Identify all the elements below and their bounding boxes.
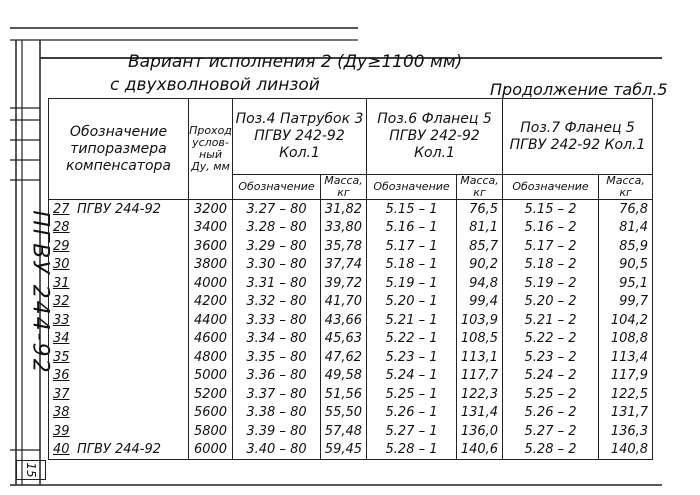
data-table (48, 98, 653, 460)
header-pos4-mass: Масса, кг (321, 175, 367, 200)
row-number: 32 (53, 294, 70, 310)
row-pos6-designation: 5.19 – 1 (367, 274, 457, 293)
title-line-2: с двухволновой линзой (110, 75, 320, 95)
row-pos4-designation: 3.29 – 80 (233, 237, 321, 256)
header-pos7-mass: Масса, кг (599, 175, 653, 200)
row-diameter: 5000 (189, 367, 233, 386)
row-pos6-mass: 113,1 (457, 348, 503, 367)
row-pos7-designation: 5.20 – 2 (503, 293, 599, 312)
row-pos4-designation: 3.40 – 80 (233, 441, 321, 460)
row-number: 29 (53, 238, 70, 254)
row-pos6-mass: 140,6 (457, 441, 503, 460)
row-diameter: 4800 (189, 348, 233, 367)
row-pos6-designation: 5.23 – 1 (367, 348, 457, 367)
row-pos4-mass: 35,78 (321, 237, 367, 256)
row-pos4-mass: 51,56 (321, 385, 367, 404)
row-pos6-designation: 5.15 – 1 (367, 200, 457, 219)
row-diameter: 3200 (189, 200, 233, 219)
row-pos7-designation: 5.22 – 2 (503, 330, 599, 349)
row-diameter: 5600 (189, 404, 233, 423)
row-pos4-designation: 3.28 – 80 (233, 219, 321, 238)
table-row (49, 237, 653, 256)
row-pos7-mass: 99,7 (599, 293, 653, 312)
continuation-label: Продолжение табл.5 (490, 80, 668, 99)
table-row (49, 274, 653, 293)
row-number: 33 (53, 312, 70, 328)
row-number: 40 (53, 442, 70, 458)
row-pos7-mass: 90,5 (599, 256, 653, 275)
row-number: 28 (53, 220, 70, 236)
row-pos7-mass: 108,8 (599, 330, 653, 349)
header-diameter: Проход услов-ный Ду, мм (189, 99, 233, 200)
row-pos7-designation: 5.26 – 2 (503, 404, 599, 423)
row-pos4-mass: 49,58 (321, 367, 367, 386)
row-designation (49, 348, 189, 367)
row-pos4-designation: 3.31 – 80 (233, 274, 321, 293)
row-pos6-mass: 136,0 (457, 422, 503, 441)
row-pos6-mass: 103,9 (457, 311, 503, 330)
row-pos7-designation: 5.17 – 2 (503, 237, 599, 256)
row-pos4-mass: 45,63 (321, 330, 367, 349)
row-pos7-mass: 131,7 (599, 404, 653, 423)
row-pos6-mass: 131,4 (457, 404, 503, 423)
row-diameter: 3600 (189, 237, 233, 256)
row-pos7-mass: 85,9 (599, 237, 653, 256)
row-pos4-designation: 3.36 – 80 (233, 367, 321, 386)
row-designation (49, 274, 189, 293)
row-pos7-designation: 5.27 – 2 (503, 422, 599, 441)
row-designation (49, 256, 189, 275)
row-designation (49, 422, 189, 441)
row-diameter: 3400 (189, 219, 233, 238)
row-pos6-designation: 5.17 – 1 (367, 237, 457, 256)
row-pos7-mass: 122,5 (599, 385, 653, 404)
row-pos4-mass: 41,70 (321, 293, 367, 312)
row-diameter: 5200 (189, 385, 233, 404)
row-pos4-designation: 3.32 – 80 (233, 293, 321, 312)
row-pos4-mass: 31,82 (321, 200, 367, 219)
table-row (49, 422, 653, 441)
row-designation (49, 330, 189, 349)
table-row (49, 367, 653, 386)
header-designation: Обозначение типоразмера компенсатора (49, 99, 189, 200)
row-pos7-designation: 5.21 – 2 (503, 311, 599, 330)
row-number: 38 (53, 405, 70, 421)
row-pos7-mass: 95,1 (599, 274, 653, 293)
row-pos6-mass: 99,4 (457, 293, 503, 312)
row-pos7-designation: 5.18 – 2 (503, 256, 599, 275)
row-designation (49, 311, 189, 330)
table-row (49, 404, 653, 423)
row-pos7-mass: 136,3 (599, 422, 653, 441)
row-number: 34 (53, 331, 70, 347)
row-pos4-mass: 59,45 (321, 441, 367, 460)
row-pos4-designation: 3.34 – 80 (233, 330, 321, 349)
row-pos7-designation: 5.19 – 2 (503, 274, 599, 293)
row-pos6-designation: 5.27 – 1 (367, 422, 457, 441)
row-number: 31 (53, 275, 70, 291)
row-designation (49, 367, 189, 386)
row-pos4-designation: 3.33 – 80 (233, 311, 321, 330)
row-designation (49, 385, 189, 404)
table-row (49, 219, 653, 238)
table-row (49, 293, 653, 312)
row-pos4-mass: 43,66 (321, 311, 367, 330)
row-pos6-mass: 90,2 (457, 256, 503, 275)
row-pos4-designation: 3.38 – 80 (233, 404, 321, 423)
row-pos7-mass: 104,2 (599, 311, 653, 330)
title-line-1: Вариант исполнения 2 (Ду≥1100 мм) (128, 52, 463, 72)
row-diameter: 3800 (189, 256, 233, 275)
table-row (49, 256, 653, 275)
row-designation (49, 404, 189, 423)
row-diameter: 6000 (189, 441, 233, 460)
row-number: 30 (53, 257, 70, 273)
row-pos4-mass: 37,74 (321, 256, 367, 275)
row-pos4-mass: 55,50 (321, 404, 367, 423)
table-row (49, 330, 653, 349)
row-designation (49, 293, 189, 312)
row-number: 37 (53, 386, 70, 402)
row-pos4-mass: 57,48 (321, 422, 367, 441)
row-pos6-designation: 5.24 – 1 (367, 367, 457, 386)
header-pos7-designation: Обозначение (503, 175, 599, 200)
row-number: 39 (53, 423, 70, 439)
row-pos7-designation: 5.16 – 2 (503, 219, 599, 238)
header-pos7: Поз.7 Фланец 5 ПГВУ 242-92 Кол.1 (503, 99, 653, 175)
row-diameter: 4600 (189, 330, 233, 349)
row-pos7-mass: 76,8 (599, 200, 653, 219)
row-pos7-designation: 5.15 – 2 (503, 200, 599, 219)
row-pos7-designation: 5.28 – 2 (503, 441, 599, 460)
row-pos7-designation: 5.25 – 2 (503, 385, 599, 404)
row-diameter: 5800 (189, 422, 233, 441)
row-name: ПГВУ 244-92 (77, 442, 162, 458)
table-row (49, 311, 653, 330)
sheet-number: 15 (16, 460, 46, 480)
header-pos6-designation: Обозначение (367, 175, 457, 200)
row-pos7-designation: 5.23 – 2 (503, 348, 599, 367)
row-designation (49, 441, 189, 460)
row-pos4-designation: 3.35 – 80 (233, 348, 321, 367)
row-diameter: 4400 (189, 311, 233, 330)
row-pos6-designation: 5.16 – 1 (367, 219, 457, 238)
header-pos6: Поз.6 Фланец 5 ПГВУ 242-92 Кол.1 (367, 99, 503, 175)
row-diameter: 4000 (189, 274, 233, 293)
table-row (49, 200, 653, 219)
header-pos6-mass: Масса, кг (457, 175, 503, 200)
row-pos4-designation: 3.30 – 80 (233, 256, 321, 275)
row-designation (49, 237, 189, 256)
row-pos4-mass: 47,62 (321, 348, 367, 367)
row-pos7-mass: 140,8 (599, 441, 653, 460)
row-designation (49, 219, 189, 238)
header-pos4-designation: Обозначение (233, 175, 321, 200)
row-pos6-designation: 5.26 – 1 (367, 404, 457, 423)
row-number: 35 (53, 349, 70, 365)
row-pos6-mass: 81,1 (457, 219, 503, 238)
row-pos7-designation: 5.24 – 2 (503, 367, 599, 386)
row-pos6-designation: 5.28 – 1 (367, 441, 457, 460)
row-pos6-mass: 76,5 (457, 200, 503, 219)
row-pos4-designation: 3.37 – 80 (233, 385, 321, 404)
row-pos6-mass: 117,7 (457, 367, 503, 386)
row-designation (49, 200, 189, 219)
row-pos6-designation: 5.18 – 1 (367, 256, 457, 275)
row-pos6-designation: 5.20 – 1 (367, 293, 457, 312)
row-pos7-mass: 113,4 (599, 348, 653, 367)
row-pos4-mass: 39,72 (321, 274, 367, 293)
row-pos6-designation: 5.21 – 1 (367, 311, 457, 330)
row-name: ПГВУ 244-92 (77, 201, 162, 217)
side-stamp: ПГВУ 244-92 (27, 210, 53, 375)
row-pos4-designation: 3.39 – 80 (233, 422, 321, 441)
row-pos4-mass: 33,80 (321, 219, 367, 238)
row-pos7-mass: 117,9 (599, 367, 653, 386)
row-pos6-mass: 94,8 (457, 274, 503, 293)
row-pos6-mass: 122,3 (457, 385, 503, 404)
row-pos4-designation: 3.27 – 80 (233, 200, 321, 219)
table-row (49, 348, 653, 367)
table-row (49, 441, 653, 460)
row-pos6-designation: 5.25 – 1 (367, 385, 457, 404)
table-row (49, 385, 653, 404)
header-pos4: Поз.4 Патрубок 3 ПГВУ 242-92 Кол.1 (233, 99, 367, 175)
row-number: 27 (53, 201, 70, 217)
row-pos7-mass: 81,4 (599, 219, 653, 238)
row-pos6-mass: 85,7 (457, 237, 503, 256)
row-diameter: 4200 (189, 293, 233, 312)
row-number: 36 (53, 368, 70, 384)
row-pos6-designation: 5.22 – 1 (367, 330, 457, 349)
row-pos6-mass: 108,5 (457, 330, 503, 349)
